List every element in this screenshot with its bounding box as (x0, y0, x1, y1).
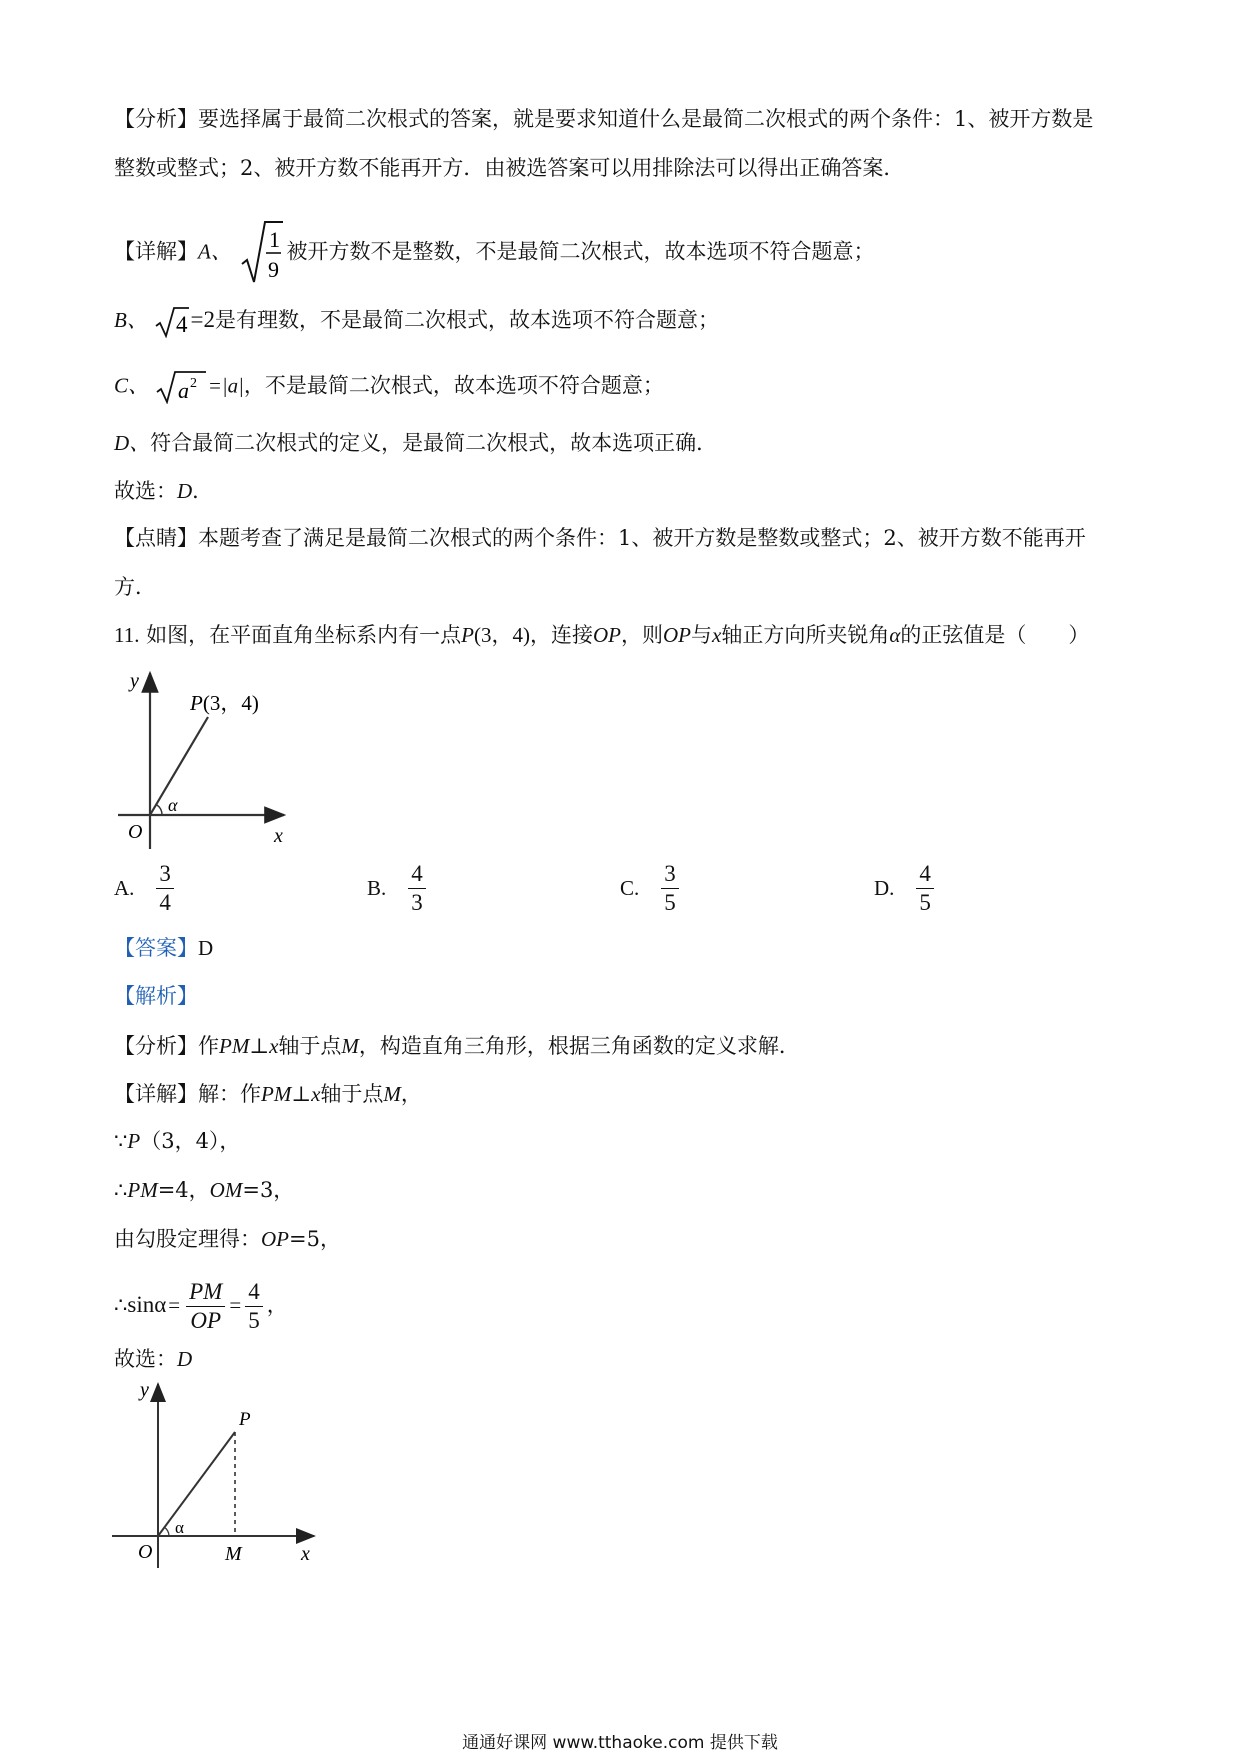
step2-v1: =4， (157, 1178, 210, 1202)
because-symbol: ∵ (114, 1129, 128, 1153)
jiexi-line (114, 981, 198, 1011)
analysis2-text-a: 作 (198, 1034, 219, 1058)
option-c-label: C. (620, 876, 640, 900)
frac-num: 1 (268, 227, 280, 252)
sqrt-four (155, 305, 191, 338)
step2-om: OM (209, 1178, 243, 1202)
x-label-2: x (301, 1543, 310, 1565)
choose-line-1 (114, 476, 213, 506)
analysis2-pm: PM (219, 1034, 250, 1058)
detail-d-label: D、 (114, 431, 151, 455)
step1-coords: （3，4）， (140, 1129, 241, 1153)
analysis2-tag: 【分析】 (114, 1034, 198, 1058)
question-number: 11. (114, 623, 140, 647)
question-point: P (461, 623, 474, 647)
figure-2 (108, 1380, 328, 1570)
radical-sign-icon (241, 220, 283, 286)
question-coords: (3，4) (474, 623, 530, 647)
step3-text: 由勾股定理得： (114, 1227, 261, 1251)
analysis-text-2: 整数或整式；2、被开方数不能再开方．由被选答案可以用排除法可以得出正确答案． (114, 156, 905, 180)
question-text-e: 轴正方向所夹锐角 (721, 623, 890, 647)
step2-pm: PM (127, 1178, 158, 1202)
sqrt-a-squared (156, 370, 208, 404)
angle-arc (157, 805, 162, 815)
pm-over-op: $\frac{PM}{OP}$ (186, 1278, 225, 1335)
step3-v: =5， (289, 1227, 341, 1251)
step4-end: ， (266, 1293, 288, 1317)
detail-b-eq: =2 (190, 307, 215, 332)
question-angle: α (889, 623, 901, 647)
detail2-line (114, 1079, 422, 1109)
comment-text-2: 方． (114, 575, 156, 599)
step2-v2: =3， (242, 1178, 295, 1202)
detail-b-line (114, 305, 719, 338)
comment-line-2 (114, 572, 156, 602)
option-d-frac: $\frac{4}{5}$ (916, 860, 934, 917)
jiexi-tag: 【解析】 (114, 984, 198, 1008)
step1-line (114, 1126, 240, 1156)
step4-eq2: = (229, 1293, 242, 1317)
detail-a-label: A、 (198, 239, 232, 264)
step5-answer: D (177, 1347, 193, 1371)
analysis2-x: x (269, 1034, 279, 1058)
segment-op-2 (158, 1432, 235, 1536)
step3-line (114, 1224, 341, 1254)
option-d-label: D. (874, 876, 895, 900)
choose-dot: ． (192, 479, 214, 503)
detail-d-text: 符合最简二次根式的定义，是最简二次根式，故本选项正确． (150, 431, 718, 455)
origin-label-2: O (138, 1541, 153, 1563)
detail2-tag: 【详解】 (114, 1082, 198, 1106)
analysis-tag: 【分析】 (114, 107, 198, 131)
point-label: P(3，4) (190, 691, 259, 715)
analysis2-text-c: ，构造直角三角形，根据三角函数的定义求解． (358, 1034, 800, 1058)
question-text-b: ，连接 (530, 623, 593, 647)
step5-line (114, 1344, 192, 1374)
question-text-f: 的正弦值是（ ） (900, 623, 1090, 647)
analysis-text-1: 要选择属于最简二次根式的答案，就是要求知道什么是最简二次根式的两个条件：1、被开方数是 (198, 107, 1094, 131)
comment-text-1: 本题考查了满足是最简二次根式的两个条件：1、被开方数是整数或整式；2、被开方数不能再开 (198, 526, 1086, 550)
detail-b-label: B、 (114, 308, 148, 332)
detail2-text-c: ， (400, 1082, 422, 1106)
comment-tag: 【点睛】 (114, 526, 198, 550)
answer-tag: 【答案】 (114, 936, 198, 960)
angle-arc-2 (164, 1527, 169, 1536)
analysis-line-2 (114, 153, 904, 183)
choose-text: 故选： (114, 479, 177, 503)
option-a-frac: $\frac{3}{4}$ (156, 860, 174, 917)
detail2-text-b: 轴于点 (320, 1082, 384, 1106)
choose-answer: D (177, 479, 193, 503)
detail-d-line (114, 428, 717, 458)
radicand-four: 4 (175, 311, 188, 337)
y-label: y (130, 670, 139, 692)
analysis2-line (114, 1031, 800, 1061)
question-seg1: OP (593, 623, 621, 647)
question-11 (114, 620, 1089, 650)
step4-eq: = (168, 1293, 181, 1317)
question-axis: x (712, 623, 722, 647)
step3-op: OP (261, 1227, 289, 1251)
radical-sign-icon (156, 370, 208, 404)
option-b-frac: $\frac{4}{3}$ (408, 860, 426, 917)
option-a-label: A. (114, 876, 135, 900)
question-text-c: ，则 (621, 623, 663, 647)
analysis2-text-b: 轴于点 (278, 1034, 342, 1058)
detail-b-text: 是有理数，不是最简二次根式，故本选项不符合题意； (215, 308, 719, 332)
sqrt-one-ninth (241, 220, 283, 286)
answer-line (114, 933, 213, 963)
detail2-m: M (383, 1082, 401, 1106)
option-b[interactable] (367, 860, 430, 917)
step1-p: P (127, 1129, 141, 1153)
step4-line (114, 1272, 288, 1338)
page-footer: 通通好课网 www.tthaoke.com 提供下载 (462, 1733, 778, 1753)
question-seg2: OP (663, 623, 691, 647)
angle-label-2: α (175, 1518, 184, 1537)
segment-op (150, 717, 208, 815)
p-label-2: P (239, 1409, 251, 1430)
detail-a-text: 被开方数不是整数，不是最简二次根式，故本选项不符合题意； (286, 239, 875, 264)
option-d[interactable] (874, 860, 938, 917)
x-label: x (274, 825, 283, 847)
frac-den: 9 (267, 257, 279, 282)
detail-c-line (114, 370, 664, 404)
radicand-a: a (177, 378, 189, 403)
origin-label: O (128, 821, 143, 843)
m-label: M (225, 1543, 242, 1565)
option-a[interactable] (114, 860, 178, 917)
step5-text: 故选： (114, 1347, 177, 1371)
radical-sign-icon (155, 306, 191, 338)
detail2-x: x (311, 1082, 321, 1106)
angle-label: α (168, 795, 178, 815)
answer-value: D (198, 936, 214, 960)
detail-c-abs: =|a| (207, 373, 244, 398)
four-over-five: $\frac{4}{5}$ (245, 1278, 263, 1335)
radicand-sup: 2 (189, 376, 197, 391)
analysis2-m: M (341, 1034, 359, 1058)
detail-c-label: C、 (114, 373, 150, 398)
detail-c-text: ，不是最简二次根式，故本选项不符合题意； (243, 373, 664, 398)
comment-line-1 (114, 523, 1086, 553)
analysis-line-1 (114, 104, 1093, 134)
step2-line (114, 1175, 294, 1205)
question-text-a: 如图，在平面直角坐标系内有一点 (146, 623, 462, 647)
sin-alpha: sinα (127, 1292, 167, 1317)
analysis2-perp: ⊥ (249, 1034, 270, 1058)
y-label-2: y (140, 1380, 149, 1401)
question-text-d: 与 (691, 623, 712, 647)
option-c-frac: $\frac{3}{5}$ (661, 860, 679, 917)
therefore-symbol: ∴ (114, 1178, 128, 1202)
detail2-text-a: 解：作 (198, 1082, 261, 1106)
option-b-label: B. (367, 876, 387, 900)
figure-1 (110, 665, 310, 850)
detail2-pm: PM (261, 1082, 292, 1106)
detail2-perp: ⊥ (291, 1082, 312, 1106)
therefore-symbol-2: ∴ (114, 1293, 128, 1317)
detail-a-line (114, 220, 875, 286)
option-c[interactable] (620, 860, 683, 917)
detail-tag: 【详解】 (114, 239, 198, 264)
